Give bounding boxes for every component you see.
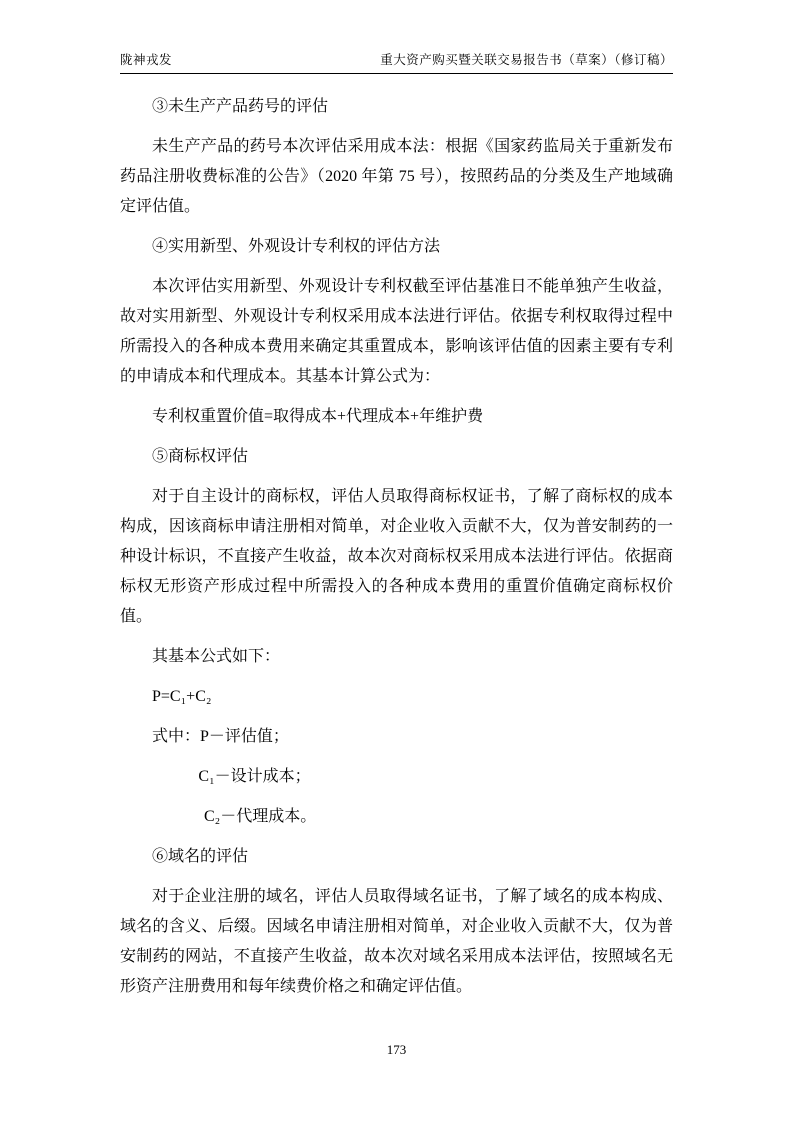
paragraph: ③未生产产品药号的评估 — [152, 98, 329, 115]
paragraph: ④实用新型、外观设计专利权的评估方法 — [152, 238, 441, 255]
page-number: 173 — [386, 1042, 407, 1057]
header-company-name: 陇神戎发 — [120, 53, 173, 67]
page-header — [120, 50, 673, 74]
paragraph: ⑤商标权评估 — [152, 448, 249, 465]
paragraph: 对于企业注册的域名，评估人员取得域名证书，了解了域名的成本构成、域名的含义、后缀。因域名申请注册相对简单，对企业收入贡献不大，仅为普安制药的网站，不直接产生收益，故本次对域名采用成本法评估，按照域名无形资产注册费用和每年续费价格之和确定评估值。 — [120, 888, 673, 995]
paragraph: ⑥域名的评估 — [152, 848, 249, 865]
paragraph: 本次评估实用新型、外观设计专利权截至评估基准日不能单独产生收益，故对实用新型、外观设计专利权采用成本法进行评估。依据专利权取得过程中所需投入的各种成本费用来确定其重置成本，影响该评估值的因素主要有专利的申请成本和代理成本。其基本计算公式为： — [120, 278, 673, 385]
paragraph: 专利权重置价值=取得成本+代理成本+年维护费 — [152, 408, 484, 425]
header-report-title: 重大资产购买暨关联交易报告书（草案）（修订稿） — [380, 53, 673, 67]
paragraph: 式中：P－评估值； — [152, 728, 289, 745]
paragraph: C₁－设计成本； — [198, 768, 311, 785]
paragraph: 对于自主设计的商标权，评估人员取得商标权证书，了解了商标权的成本构成，因该商标申请注册相对简单，对企业收入贡献不大，仅为普安制药的一种设计标识，不直接产生收益，故本次对商标权采用成本法进行评估。依据商标权无形资产形成过程中所需投入的各种成本费用的重置价值确定商标权价值。 — [120, 488, 673, 625]
page-footer — [0, 1042, 793, 1058]
document-body — [120, 82, 673, 1012]
paragraph: 未生产产品的药号本次评估采用成本法：根据《国家药监局关于重新发布药品注册收费标准的公告》（2020 年第 75 号），按照药品的分类及生产地域确定评估值。 — [120, 138, 673, 215]
paragraph: 其基本公式如下： — [152, 648, 281, 665]
paragraph: C₂－代理成本。 — [204, 808, 317, 825]
paragraph: P=C₁+C₂ — [152, 688, 212, 705]
